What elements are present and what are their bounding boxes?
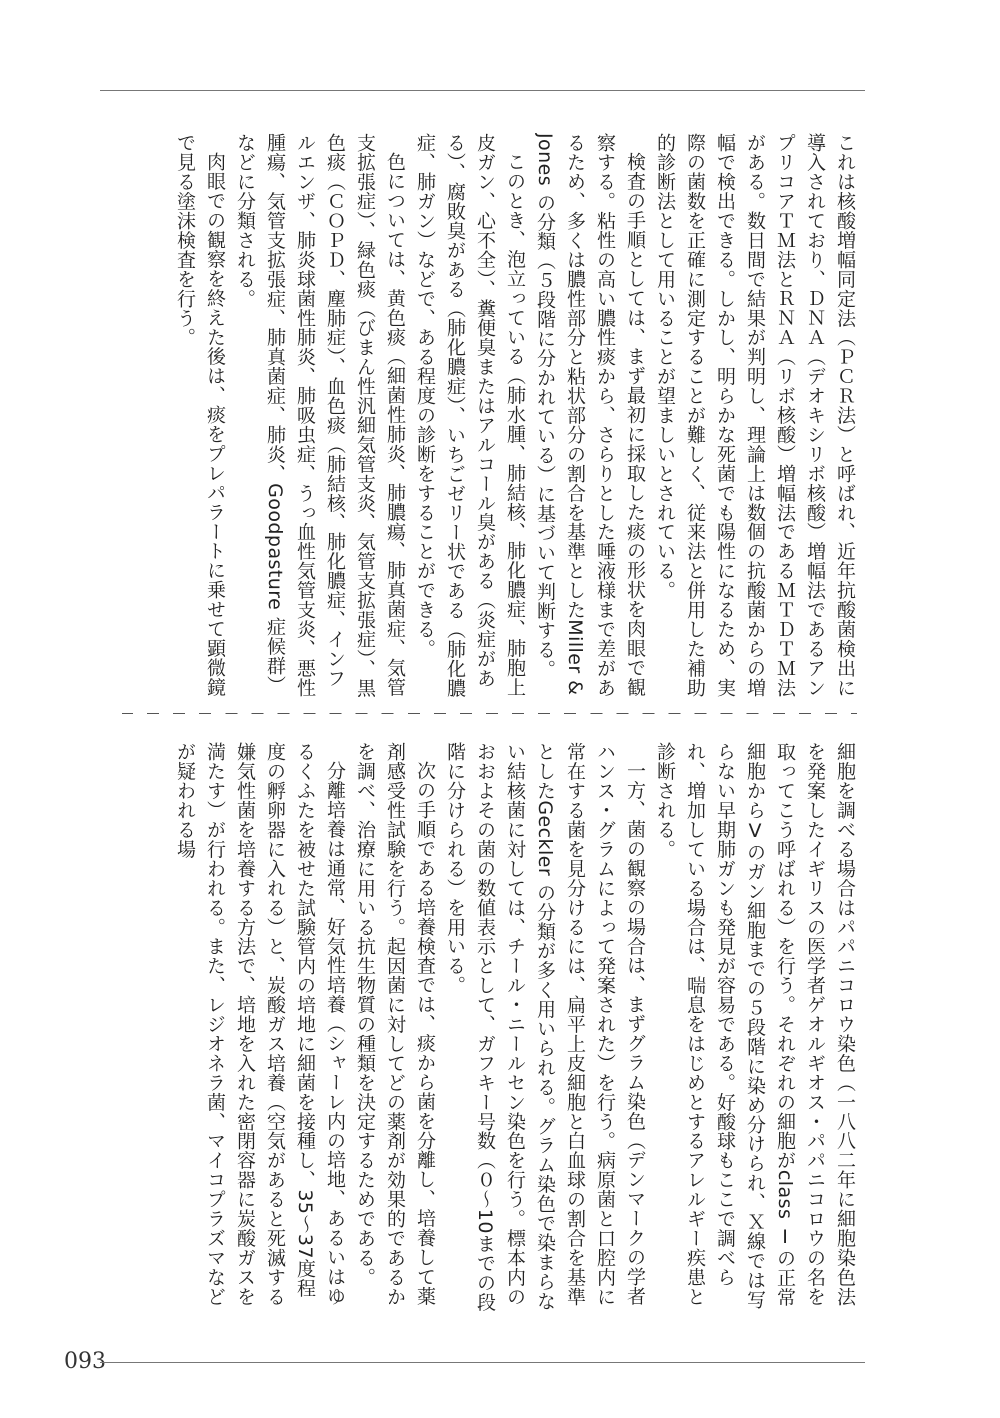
paragraph-culture-test: 次の手順である培養検査では、痰から菌を分離し、培養して薬剤感受性試験を行う。起因菌に対してどの薬剤が効果的であるかを調べ、治療に用いる抗生物質の種類を決定するためである。 bbox=[354, 742, 436, 1307]
top-rule bbox=[100, 90, 865, 91]
paragraph-gram-stain: 一方、菌の観察の場合は、まずグラム染色（デンマークの学者ハンス・グラムによって発案された）を行う。病原菌と口腔内に常在する菌を見分けるには、扁平上皮細胞と白血球の割合を基準としたGeckler の分類が多く用いられる。グラム染色で染まらない結核菌に対しては、チール・ニールセン染色を行う。標本内のおおよその菌の数値表示として、ガフキー号数（０～10までの段階に分けられる）を用いる。 bbox=[444, 742, 646, 1312]
lower-text-block bbox=[110, 742, 860, 1312]
upper-text-block bbox=[110, 133, 860, 703]
page-number: 093 bbox=[64, 1349, 106, 1374]
section-divider bbox=[122, 713, 857, 714]
paragraph-isolation-culture: 分離培養は通常、好気性培養（シャーレ内の培地、あるいはゆるくふたを被せた試験管内の培地に細菌を接種し、35～37度程度の孵卵器に入れる）と、炭酸ガス培養（空気があると死滅する嫌気性菌を培養する方法で、培地を入れた密閉容器に炭酸ガスを満たす）が行われる。また、レジオネラ菌、マイコプラズマなどが疑われる場 bbox=[174, 742, 346, 1307]
paragraph-pcr: これは核酸増幅同定法（ＰＣＲ法）と呼ばれ、近年抗酸菌検出に導入されており、ＤＮＡ（デオキシリボ核酸）増幅法であるアンプリコアＴＭ法とＲＮＡ（リボ核酸）増幅法であるＭＴＤＴＭ法がある。数日間で結果が判明し、理論上は数個の抗酸菌からの増幅で検出できる。しかし、明らかな死菌でも陽性になるため、実際の菌数を正確に測定することが難しく、従来法と併用した補助的診断法として用いることが望ましいとされている。 bbox=[654, 133, 856, 698]
paragraph-inspection-procedure: 検査の手順としては、まず最初に採取した痰の形状を肉眼で観察する。粘性の高い膿性痰から、さらりとした唾液様まで差があるため、多くは膿性部分と粘状部分の割合を基準としたMiller & Jones の分類（５段階に分かれている）に基づいて判断する。 bbox=[534, 133, 646, 698]
paragraph-papanicolaou: 細胞を調べる場合はパパニコロウ染色（一八八二年に細胞染色法を発案したイギリスの医学者ゲオルギオス・パパニコロウの名を取ってこう呼ばれる）を行う。それぞれの細胞がclass Ⅰの正常細胞からⅤのガン細胞までの５段階に染め分けられ、Ｘ線では写らない早期肺ガンも発見が容易である。好酸球もここで調べられ、増加している場合は、喘息をはじめとするアレルギー疾患と診断される。 bbox=[654, 742, 856, 1310]
bottom-rule bbox=[100, 1362, 865, 1363]
paragraph-sputum-findings: このとき、泡立っている（肺水腫、肺結核、肺化膿症、肺胞上皮ガン、心不全）、糞便臭またはアルコール臭がある（炎症がある）、腐敗臭がある（肺化膿症）、いちごゼリー状である（肺化膿症、肺ガン）などで、ある程度の診断をすることができる。 bbox=[414, 133, 526, 698]
paragraph-smear-test: 肉眼での観察を終えた後は、痰をプレパラートに乗せて顕微鏡で見る塗沫検査を行う。 bbox=[174, 133, 226, 697]
paragraph-sputum-color: 色については、黄色痰（細菌性肺炎、肺膿瘍、肺真菌症、気管支拡張症）、緑色痰（びまん性汎細気管支炎、気管支拡張症）、黒色痰（ＣＯＰＤ、塵肺症）、血色痰（肺結核、肺化膿症、インフルエンザ、肺炎球菌性肺炎、肺吸虫症、うっ血性気管支炎、悪性腫瘍、気管支拡張症、肺真菌症、肺炎、Goodpasture 症候群）などに分類される。 bbox=[234, 133, 406, 698]
